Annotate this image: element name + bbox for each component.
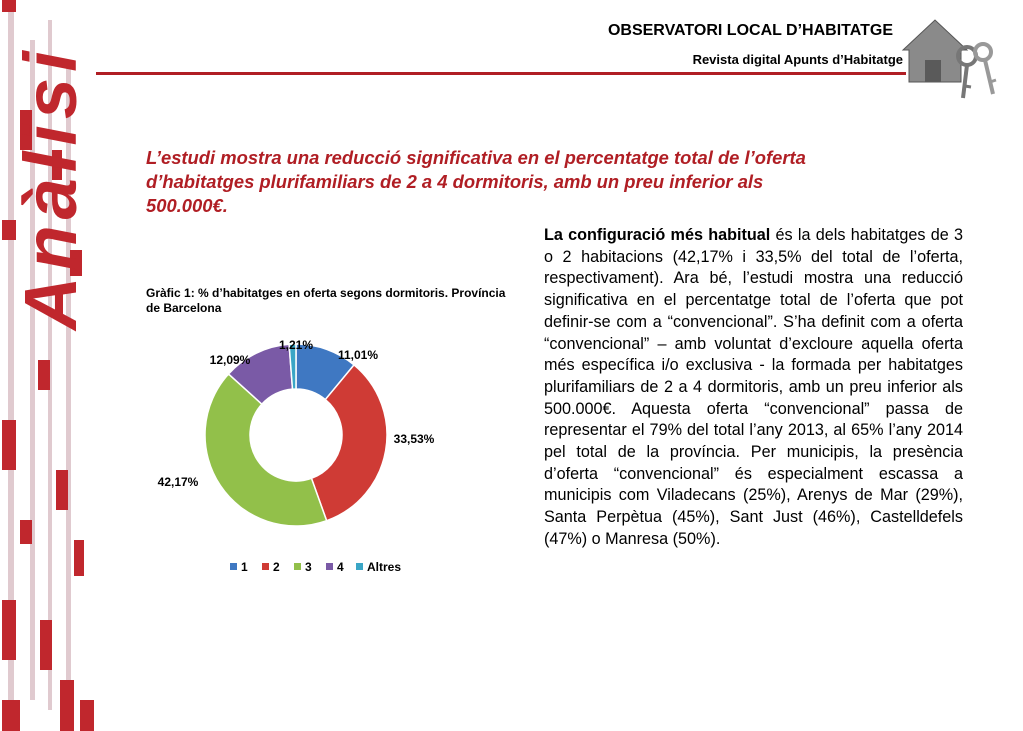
- legend-swatch-1: [230, 563, 237, 570]
- header-rule: [96, 72, 906, 75]
- data-label-3: 42,17%: [157, 475, 199, 489]
- data-label-4: 12,09%: [209, 353, 251, 367]
- legend-label-3: 3: [305, 560, 312, 574]
- legend-swatch-altres: [356, 563, 363, 570]
- side-label: Anàlisi: [9, 45, 92, 330]
- data-label-2: 33,53%: [393, 432, 435, 446]
- legend-label-2: 2: [273, 560, 280, 574]
- body-paragraph: [544, 225, 963, 551]
- lead-statement: L’estudi mostra una reducció significativa en el percentatge total de l’oferta d’habitatges plurifamiliars de 2 a 4 dormitoris, amb un preu inferior als 500.000€.: [146, 147, 806, 216]
- data-label-altres: 1,21%: [278, 338, 314, 352]
- chart-title: Gràfic 1: % d’habitatges en oferta segons dormitoris. Província de Barcelona: [146, 286, 506, 315]
- header-subtitle: Revista digital Apunts d’Habitatge: [692, 52, 903, 67]
- legend-label-altres: Altres: [367, 560, 402, 574]
- house-keys-logo: [895, 12, 1005, 102]
- legend-swatch-2: [262, 563, 269, 570]
- body-text: és la dels habitatges de 3 o 2 habitacions (42,17% i 33,5% del total de l’oferta, respectivament). Ara bé, l’estudi mostra una reducció significativa en el percentatge total de l’oferta que pot definir-se com a “convencional”. S’ha definit com a oferta “convencional” – amb voluntat d’excloure aquella oferta més específica i/o exclusiva - la formada per habitatges plurifamiliars de 2 a 4 dormitoris, amb un preu inferior als 500.000€. Aquesta oferta “convencional” passa de representar el 79% del total l’any 2013, al 65% l’any 2014 pel total de la província. Per municipis, la presència d’oferta “convencional” és especialment escassa a municipis com Viladecans (25%), Arenys de Mar (29%), Santa Perpètua (45%), Sant Just (46%), Castelldefels (47%) o Manresa (50%).: [544, 226, 963, 548]
- body-bold-intro: La configuració més habitual: [544, 226, 771, 244]
- legend-label-1: 1: [241, 560, 248, 574]
- legend-swatch-3: [294, 563, 301, 570]
- header-title: OBSERVATORI LOCAL D’HABITATGE: [607, 22, 893, 39]
- data-label-1: 11,01%: [337, 348, 379, 362]
- legend-swatch-4: [326, 563, 333, 570]
- legend-label-4: 4: [337, 560, 344, 574]
- doughnut-chart: [146, 330, 526, 590]
